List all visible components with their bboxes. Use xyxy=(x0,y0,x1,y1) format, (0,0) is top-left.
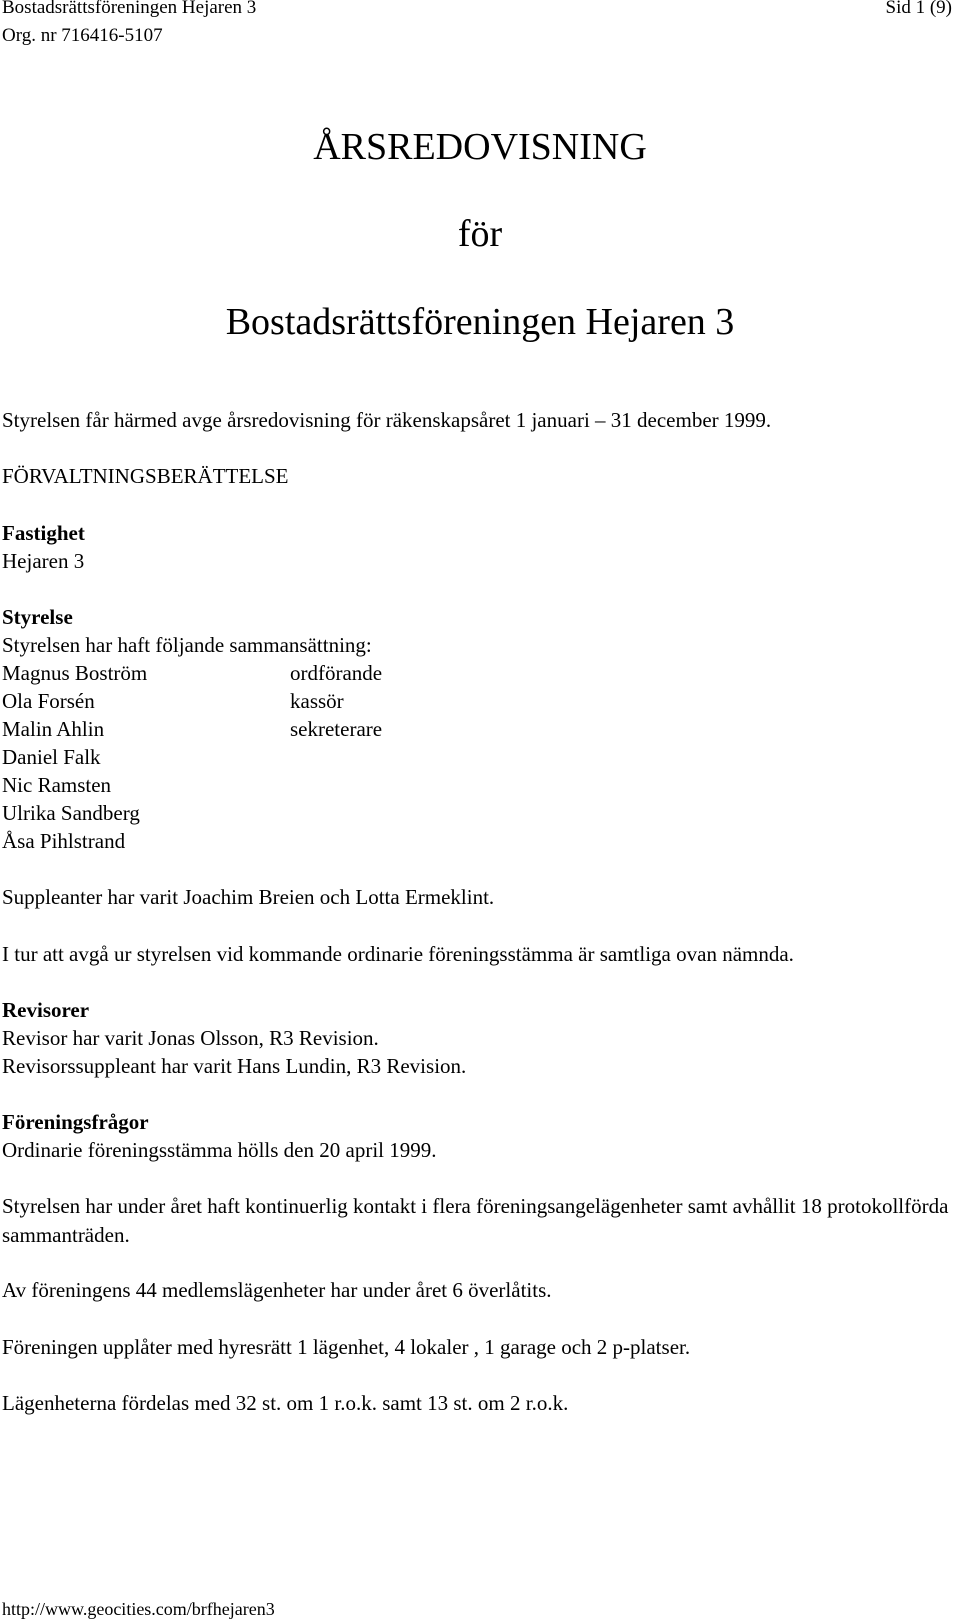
suppleanter-text: Suppleanter har varit Joachim Breien och Lotta Ermeklint. xyxy=(2,885,495,909)
board-member-row xyxy=(2,771,290,799)
page-header-left xyxy=(2,0,256,53)
header-org-name: Bostadsrättsföreningen Hejaren 3 xyxy=(2,0,257,18)
board-member-role: ordförande xyxy=(290,661,383,685)
board-member-row xyxy=(2,743,290,771)
board-member-name: Ola Forsén xyxy=(2,689,95,713)
board-member-name: Ulrika Sandberg xyxy=(2,801,140,825)
document-title-for: för xyxy=(457,213,503,255)
document-title-association: Bostadsrättsföreningen Hejaren 3 xyxy=(225,301,735,343)
i-tur-text: I tur att avgå ur styrelsen vid kommande ordinarie föreningsstämma är samtliga ovan nämnda. xyxy=(2,942,794,966)
board-member-row xyxy=(2,687,344,715)
hyresratt-paragraph: Föreningen upplåter med hyresrätt 1 lägenhet, 4 lokaler , 1 garage och 2 p-platser. xyxy=(2,1335,691,1359)
lagenheter-paragraph: Lägenheterna fördelas med 32 st. om 1 r.o.k. samt 13 st. om 2 r.o.k. xyxy=(2,1391,569,1415)
overlatelser-paragraph: Av föreningens 44 medlemslägenheter har under året 6 överlåtits. xyxy=(2,1278,552,1302)
board-member-row xyxy=(2,799,290,827)
header-org-number: Org. nr 716416-5107 xyxy=(2,25,163,46)
fastighet-value: Hejaren 3 xyxy=(2,549,85,573)
board-member-role: kassör xyxy=(290,689,344,713)
foreningsfragor-heading: Föreningsfrågor xyxy=(2,1110,149,1134)
board-member-role: sekreterare xyxy=(290,717,383,741)
board-member-row xyxy=(2,659,382,687)
board-member-name: Daniel Falk xyxy=(2,745,101,769)
styrelse-intro: Styrelsen har haft följande sammansättning: xyxy=(2,633,372,657)
fastighet-heading: Fastighet xyxy=(2,521,85,545)
revisor-text: Revisor har varit Jonas Olsson, R3 Revision. xyxy=(2,1026,379,1050)
footer-url: http://www.geocities.com/brfhejaren3 xyxy=(2,1599,275,1619)
revisorer-heading: Revisorer xyxy=(2,998,90,1022)
header-page-number: Sid 1 (9) xyxy=(885,0,952,18)
board-member-name: Malin Ahlin xyxy=(2,717,105,741)
intro-text: Styrelsen får härmed avge årsredovisning för räkenskapsåret 1 januari – 31 december 1999. xyxy=(2,408,772,432)
styrelse-heading: Styrelse xyxy=(2,605,73,629)
board-member-name: Åsa Pihlstrand xyxy=(2,829,126,853)
board-member-name: Magnus Boström xyxy=(2,661,148,685)
board-member-row xyxy=(2,827,290,855)
styrelse-kontakt-paragraph: Styrelsen har under året haft kontinuerlig kontakt i flera föreningsangelägenheter samt avhållit 18 protokollförda sammanträden. xyxy=(2,1194,949,1247)
section-heading: FÖRVALTNINGSBERÄTTELSE xyxy=(2,464,289,488)
board-member-name: Nic Ramsten xyxy=(2,773,112,797)
board-member-row xyxy=(2,715,382,743)
document-title: ÅRSREDOVISNING xyxy=(313,126,647,168)
revisorssuppleant-text: Revisorssuppleant har varit Hans Lundin, R3 Revision. xyxy=(2,1054,467,1078)
foreningsstamma-text: Ordinarie föreningsstämma hölls den 20 april 1999. xyxy=(2,1138,437,1162)
